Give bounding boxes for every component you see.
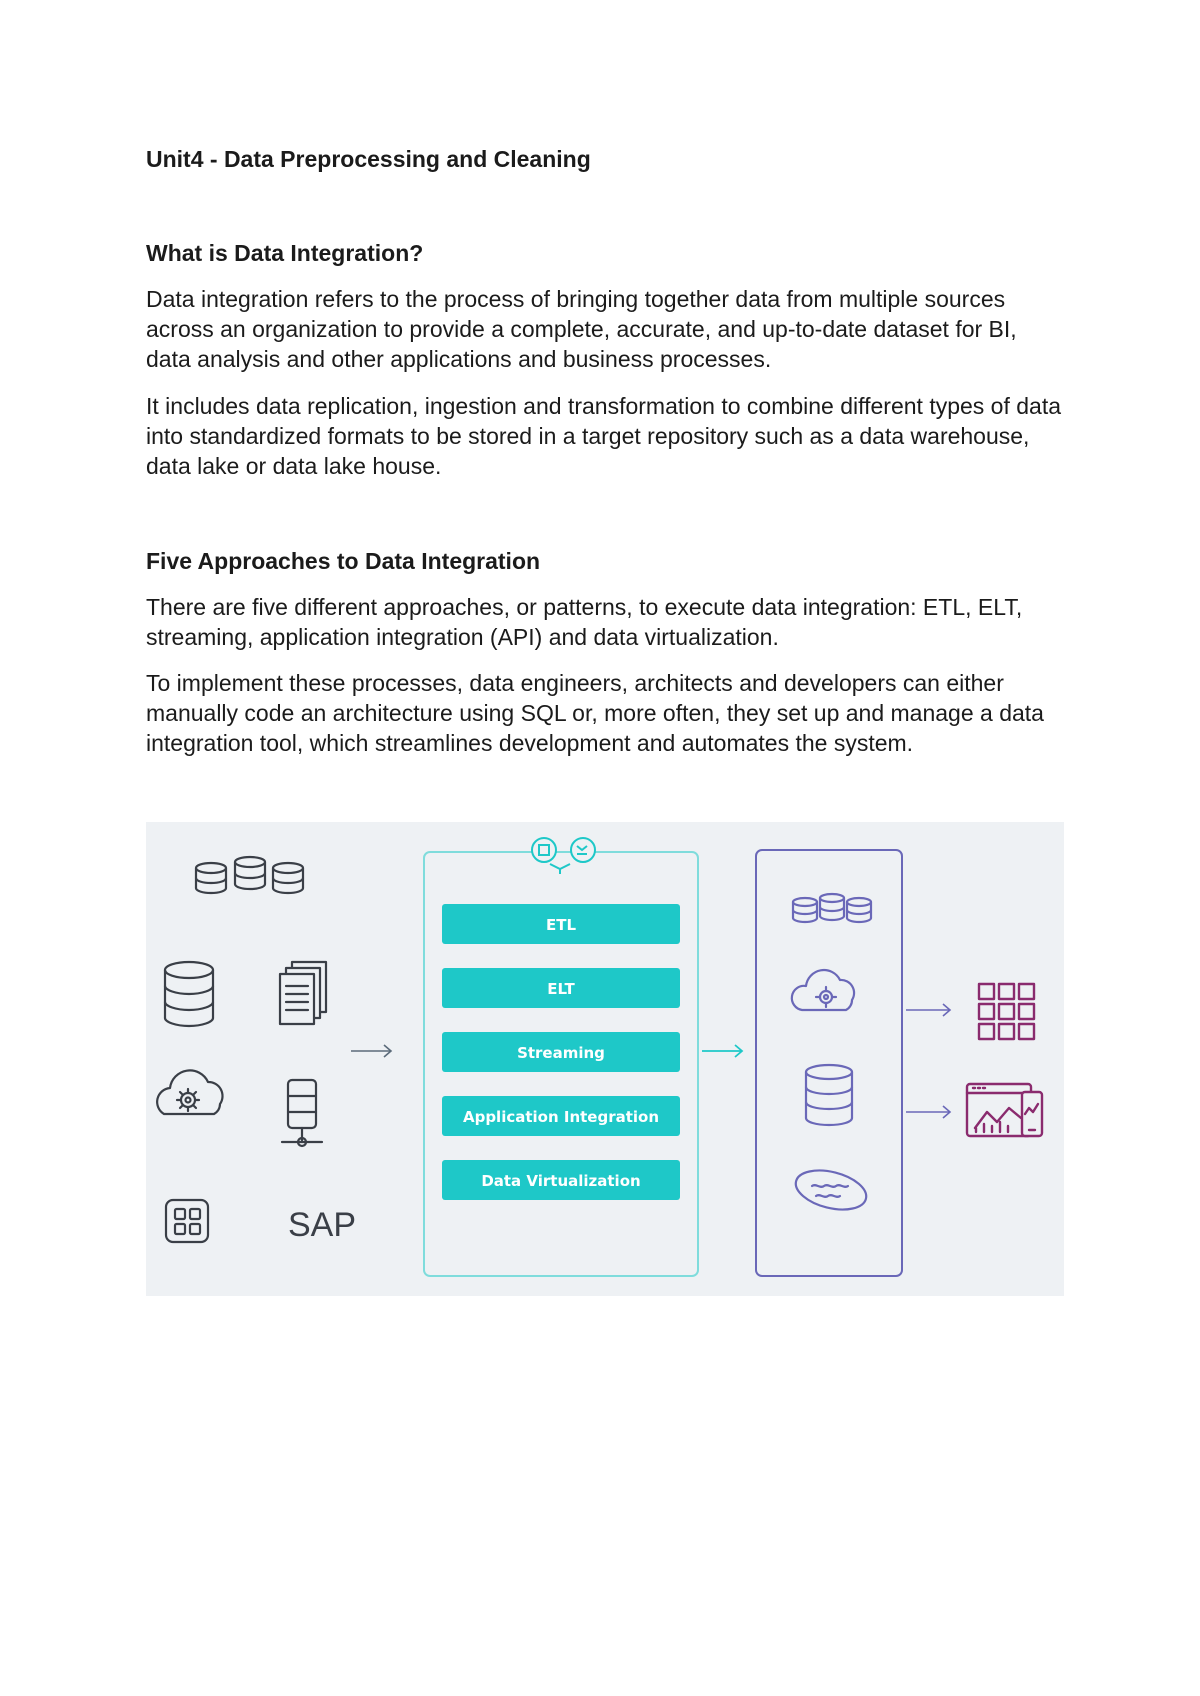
paragraph-implementation: To implement these processes, data engineers, architects and developers can either manually code an architecture using SQL or, more often, they set up and manage a data integration tool, which streamlines development and automates the system. — [146, 670, 1044, 756]
paragraph-approaches: There are five different approaches, or patterns, to execute data integration: ETL, ELT, streaming, application integration (API) and data virtualization. — [146, 594, 1023, 650]
heading-what-is-data-integration: What is Data Integration? — [146, 240, 424, 266]
heading-five-approaches: Five Approaches to Data Integration — [146, 548, 541, 574]
diagram-svg — [146, 822, 1064, 1296]
approach-label: ETL — [545, 916, 577, 934]
approach-label: Application Integration — [462, 1108, 660, 1126]
data-integration-diagram — [146, 822, 1064, 1296]
unit-title: Unit4 - Data Preprocessing and Cleaning — [146, 146, 591, 172]
paragraph-definition: Data integration refers to the process of bringing together data from multiple sources across an organization to provide a complete, accurate, and up-to-date dataset for BI, data analysis and other applications and business processes. — [146, 286, 1017, 372]
approach-label: Streaming — [517, 1044, 605, 1062]
approach-item-elt — [442, 968, 680, 1008]
approach-item-data-virtualization — [442, 1160, 680, 1200]
documents-icon — [280, 962, 326, 1024]
approach-item-streaming — [442, 1032, 680, 1072]
paragraph-includes: It includes data replication, ingestion and transformation to combine different types of data into standardized formats to be stored in a target repository such as a data warehouse, data lake or data lake house. — [146, 393, 1062, 479]
approach-label: ELT — [547, 980, 575, 998]
sap-logo: SAP — [288, 1206, 357, 1244]
approach-item-application-integration — [442, 1096, 680, 1136]
approach-label: Data Virtualization — [481, 1172, 641, 1190]
approach-item-etl — [442, 904, 680, 944]
